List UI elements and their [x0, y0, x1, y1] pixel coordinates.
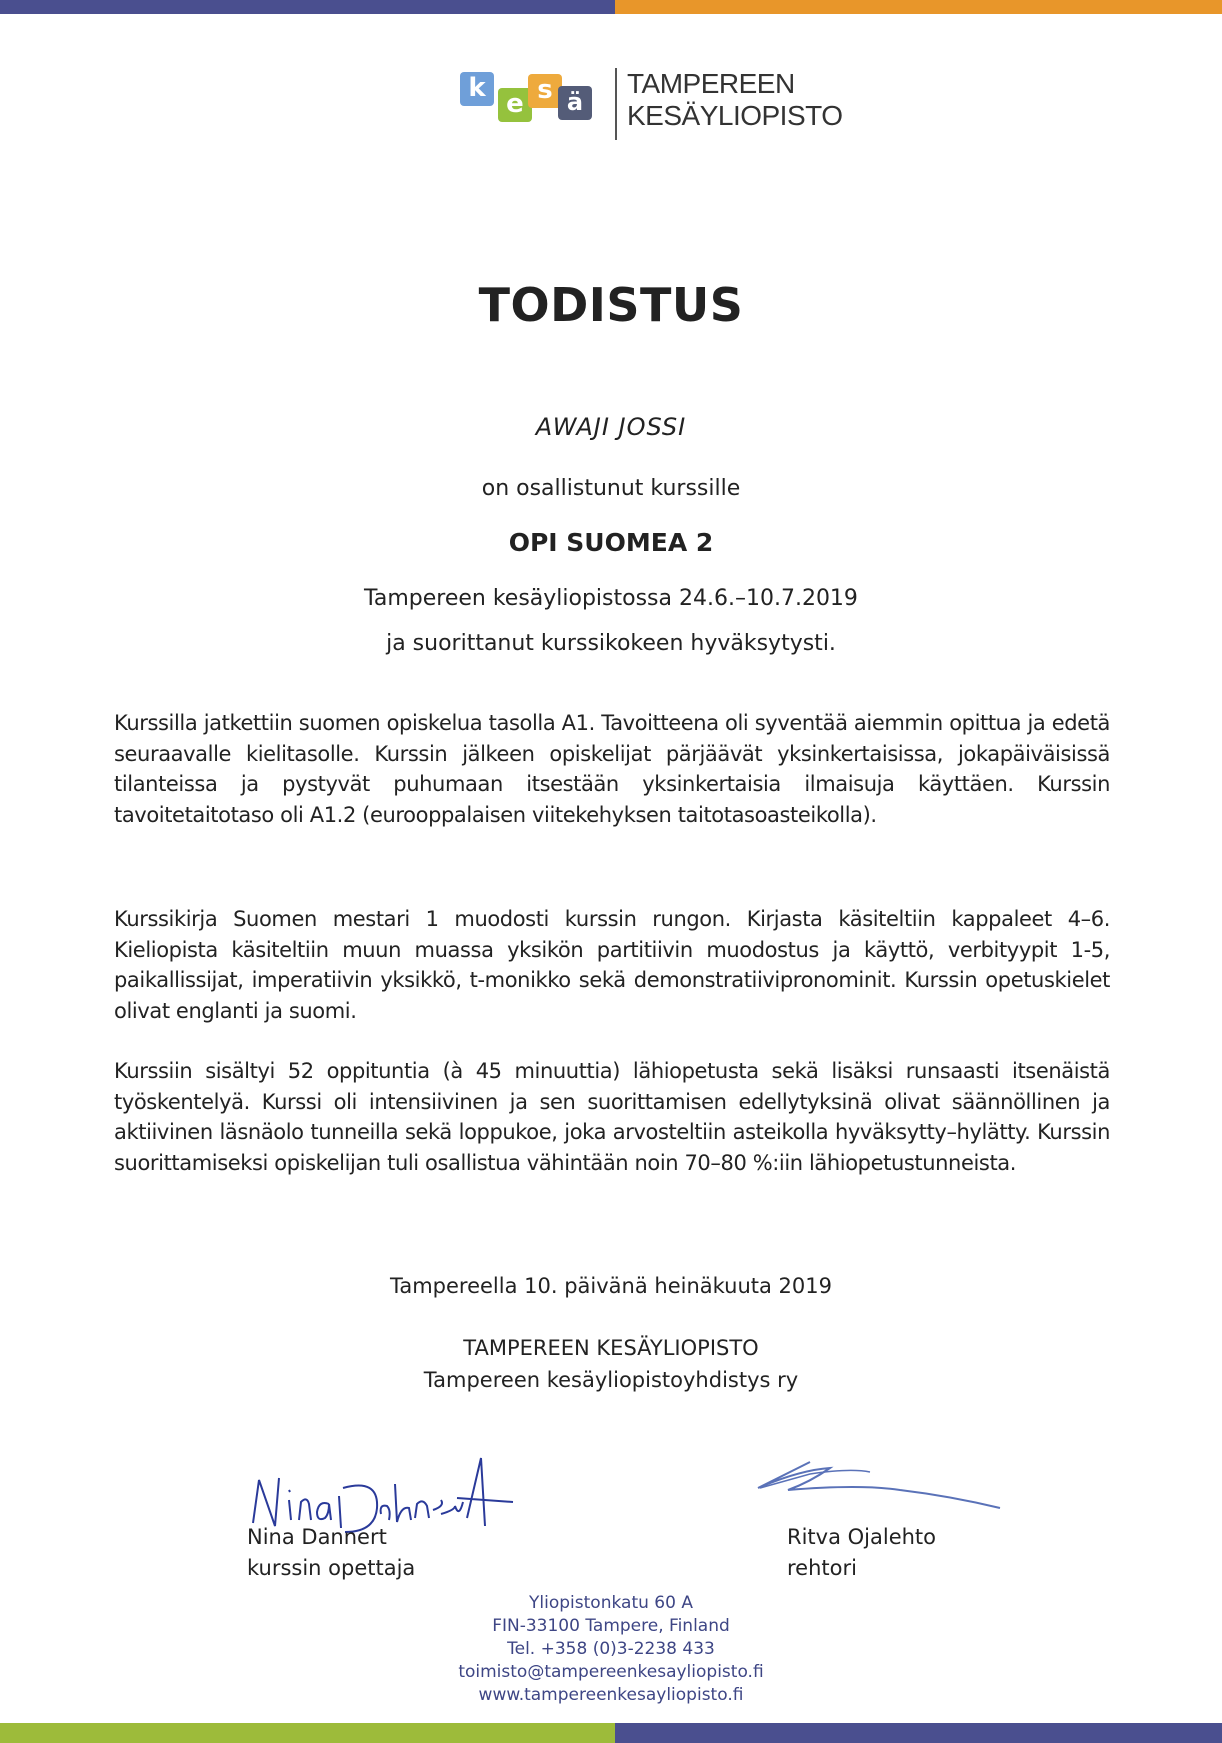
bottom-color-bar-left [0, 1723, 615, 1743]
logo-tile-k: k [460, 72, 494, 106]
bottom-color-bar-right [615, 1723, 1222, 1743]
logo-tile-a: ä [558, 86, 592, 120]
top-color-bar-right [615, 0, 1222, 14]
body-paragraph: Kurssiin sisältyi 52 oppituntia (à 45 minuuttia) lähiopetusta sekä lisäksi runsaasti itsenäistä työskentelyä. Kurssi oli intensiivinen ja sen suorittamisen edellytyksinä olivat säännöllinen ja aktiivinen läsnäolo tunneilla sekä loppukoe, joka arvosteltiin asteikolla hyväksytty–hylätty. Kurssin suorittamiseksi opiskelijan tuli osallistua vähintään noin 70–80 %:iin lähiopetustunneista. [114, 1059, 1110, 1175]
logo-tile-s: s [528, 74, 562, 108]
logo-divider [615, 68, 617, 140]
address-email[interactable]: toimisto@tampereenkesayliopisto.fi [458, 1662, 764, 1682]
body-paragraph: Kurssilla jatkettiin suomen opiskelua tasolla A1. Tavoitteena oli syventää aiemmin opittua ja edetä seuraavalle kielitasolle. Kurssin jälkeen opiskelijat pärjäävät yksinkertaisissa, jokapäiväisissä tilanteissa ja pystyvät puhumaan itsestään yksinkertaisia ilmaisuja käyttäen. Kurssin tavoitetaitotaso oli A1.2 (eurooppalaisen viitekehyksen taitotasoasteikolla). [114, 711, 1110, 827]
certificate-title: TODISTUS [478, 278, 744, 332]
footer-address [0, 1592, 1222, 1707]
signer-right-name: Ritva Ojalehto [787, 1525, 937, 1549]
signer-right [787, 1522, 936, 1584]
place-date: Tampereella 10. päivänä heinäkuuta 2019 [389, 1274, 832, 1298]
address-phone: Tel. +358 (0)3-2238 433 [507, 1639, 715, 1659]
recipient-name: AWAJI JOSSI [535, 413, 687, 441]
logo-line-2: KESÄYLIOPISTO [627, 100, 843, 131]
logo-line-1: TAMPEREEN [627, 68, 795, 99]
passed-text: ja suorittanut kurssikokeen hyväksytysti. [386, 631, 836, 656]
participated-text: on osallistunut kurssille [481, 476, 741, 501]
address-street: Yliopistonkatu 60 A [529, 1593, 693, 1613]
organization-name: TAMPEREEN KESÄYLIOPISTO [463, 1336, 759, 1360]
logo-tile-e: e [498, 88, 532, 122]
signer-right-role: rehtori [787, 1556, 857, 1580]
course-dates: Tampereen kesäyliopistossa 24.6.–10.7.2019 [364, 586, 858, 611]
logo [460, 62, 843, 142]
logo-text [627, 68, 843, 132]
body-paragraph: Kurssikirja Suomen mestari 1 muodosti kurssin rungon. Kirjasta käsiteltiin kappaleet 4–6. Kieliopista käsiteltiin muun muassa yksikön partitiivin muodostus ja käyttö, verbityypit 1-5, paikallissijat, imperatiivin yksikkö, t-monikko sekä demonstratiivipronominit. Kurssin opetuskielet olivat englanti ja suomi. [114, 907, 1110, 1023]
signature-right [750, 1448, 1010, 1518]
address-website[interactable]: www.tampereenkesayliopisto.fi [478, 1685, 744, 1705]
course-name: OPI SUOMEA 2 [508, 528, 714, 557]
signer-left-name: Nina Dannert [247, 1525, 387, 1549]
organization-association: Tampereen kesäyliopistoyhdistys ry [423, 1368, 799, 1392]
signer-left-role: kurssin opettaja [247, 1556, 416, 1580]
signer-left [247, 1522, 415, 1584]
address-city: FIN-33100 Tampere, Finland [492, 1616, 730, 1636]
top-color-bar-left [0, 0, 615, 14]
